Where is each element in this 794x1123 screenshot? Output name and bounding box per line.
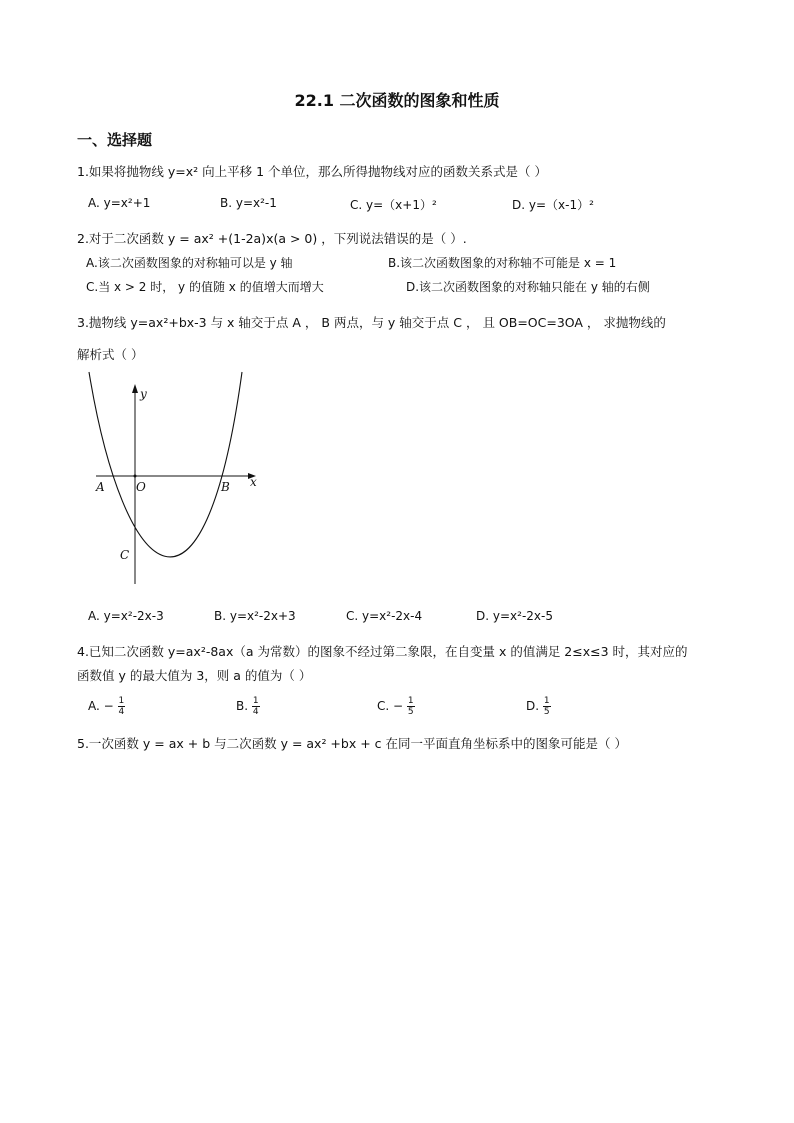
question-3-option-a: A. y=x²-2x-3 <box>88 609 164 623</box>
question-2-option-b: B.该二次函数图象的对称轴不可能是 x = 1 <box>388 256 617 270</box>
fraction-denominator: 5 <box>543 707 550 717</box>
question-2-option-a: A.该二次函数图象的对称轴可以是 y 轴 <box>86 256 293 270</box>
fraction-denominator: 4 <box>118 707 125 717</box>
x-axis-label: x <box>250 475 257 489</box>
question-1-stem: 1.如果将抛物线 y=x² 向上平移 1 个单位，那么所得抛物线对应的函数关系式是（ ） <box>77 164 548 179</box>
question-3-option-d: D. y=x²-2x-5 <box>476 609 553 623</box>
question-4-option-c <box>377 696 415 717</box>
y-axis-label: y <box>140 387 147 401</box>
fraction <box>407 696 415 717</box>
fraction-numerator: 1 <box>407 696 414 706</box>
option-sign: − <box>103 699 114 713</box>
question-4-option-b <box>236 696 260 717</box>
fraction-numerator: 1 <box>543 696 550 706</box>
question-3-stem-line-1: 3.抛物线 y=ax²+bx-3 与 x 轴交于点 A ， B 两点，与 y 轴交于点 C ， 且 OB=OC=3OA ， 求抛物线的 <box>77 315 666 330</box>
question-4-option-a <box>88 696 125 717</box>
question-4-stem-line-1: 4.已知二次函数 y=ax²-8ax（a 为常数）的图象不经过第二象限，在自变量 x 的值满足 2≤x≤3 时，其对应的 <box>77 644 688 659</box>
fraction-denominator: 5 <box>407 707 414 717</box>
question-3-option-c: C. y=x²-2x-4 <box>346 609 423 623</box>
section-heading: 一、选择题 <box>77 131 153 149</box>
question-1-option-b: B. y=x²-1 <box>220 196 277 210</box>
question-1-option-d: D. y=（x-1）² <box>512 198 594 212</box>
fraction <box>543 696 551 717</box>
option-sign: − <box>393 699 404 713</box>
fraction-numerator: 1 <box>118 696 125 706</box>
question-2-stem: 2.对于二次函数 y = ax² +(1-2a)x(a > 0) ，下列说法错误的是（ ）. <box>77 231 467 246</box>
question-1-option-c: C. y=（x+1）² <box>350 198 437 212</box>
question-3-stem-line-2: 解析式（ ） <box>77 347 144 362</box>
origin-dot <box>134 475 137 478</box>
question-2-option-c: C.当 x > 2 时， y 的值随 x 的值增大而增大 <box>86 280 324 294</box>
point-c-label: C <box>120 548 130 562</box>
page-title: 22.1 二次函数的图象和性质 <box>294 91 500 110</box>
option-letter: A. <box>88 699 100 713</box>
fraction-denominator: 4 <box>252 707 259 717</box>
fraction <box>252 696 260 717</box>
fraction-numerator: 1 <box>252 696 259 706</box>
fraction <box>118 696 126 717</box>
point-a-label: A <box>96 480 105 494</box>
y-axis-arrow-icon <box>132 384 138 393</box>
option-letter: B. <box>236 699 249 713</box>
option-letter: C. <box>377 699 390 713</box>
question-5-stem: 5.一次函数 y = ax + b 与二次函数 y = ax² +bx + c 在同一平面直角坐标系中的图象可能是（ ） <box>77 736 627 751</box>
question-3-option-b: B. y=x²-2x+3 <box>214 609 296 623</box>
point-b-label: B <box>221 480 230 494</box>
parabola-curve <box>89 372 242 557</box>
question-1-option-a: A. y=x²+1 <box>88 196 151 210</box>
point-o-label: O <box>136 480 146 494</box>
parabola-figure <box>84 370 264 590</box>
question-4-stem-line-2: 函数值 y 的最大值为 3，则 a 的值为（ ） <box>77 668 312 683</box>
option-letter: D. <box>526 699 540 713</box>
question-4-option-d <box>526 696 551 717</box>
question-2-option-d: D.该二次函数图象的对称轴只能在 y 轴的右侧 <box>406 280 650 294</box>
